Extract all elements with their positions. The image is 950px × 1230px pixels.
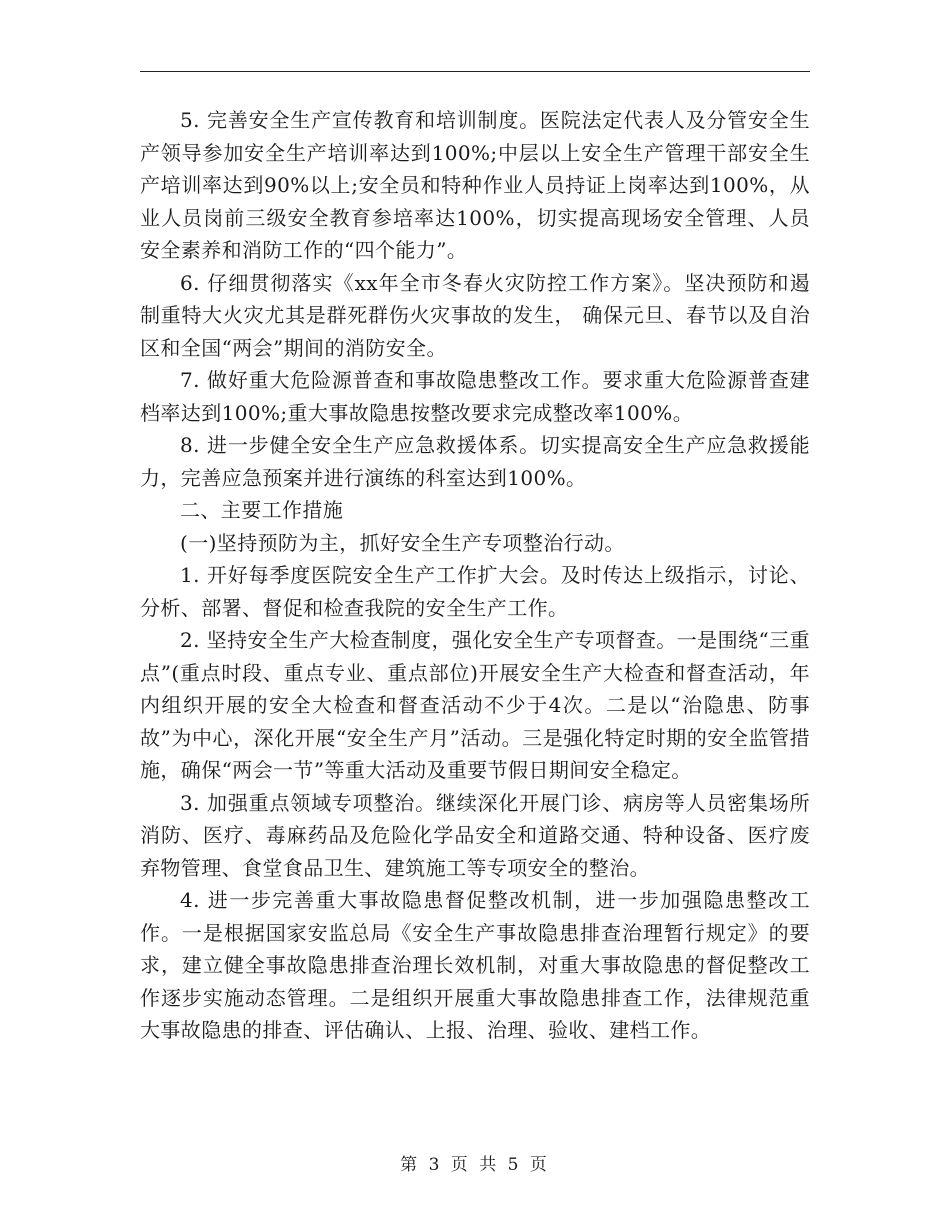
paragraph-goal-5: 5. 完善安全生产宣传教育和培训制度。医院法定代表人及分管安全生产领导参加安全生产培训率达到100%;中层以上安全生产管理干部安全生产培训率达到90%以上;安全员和特种作业人员持证上岗率达到100%，从业人员岗前三级安全教育参培率达100%，切实提高现场安全管理、人员安全素养和消防工作的“四个能力”。 <box>140 108 810 262</box>
paragraph-measure-2: 2. 坚持安全生产大检查制度，强化安全生产专项督查。一是围绕“三重点”(重点时段、重点专业、重点部位)开展安全生产大检查和督查活动，年内组织开展的安全大检查和督查活动不少于4次。二是以“治隐患、防事故”为中心，深化开展“安全生产月”活动。三是强化特定时期的安全监管措施，确保“两会一节”等重大活动及重要节假日期间安全稳定。 <box>140 628 810 782</box>
paragraph-measure-4: 4. 进一步完善重大事故隐患督促整改机制，进一步加强隐患整改工作。一是根据国家安监总局《安全生产事故隐患排查治理暂行规定》的要求，建立健全事故隐患排查治理长效机制，对重大事故隐患的督促整改工作逐步实施动态管理。二是组织开展重大事故隐患排查工作，法律规范重大事故隐患的排查、评估确认、上报、治理、验收、建档工作。 <box>140 888 810 1042</box>
paragraph-goal-7: 7. 做好重大危险源普查和事故隐患整改工作。要求重大危险源普查建档率达到100%;重大事故隐患按整改要求完成整改率100%。 <box>140 368 810 425</box>
paragraph-measure-1: 1. 开好每季度医院安全生产工作扩大会。及时传达上级指示，讨论、分析、部署、督促和检查我院的安全生产工作。 <box>140 563 810 620</box>
page-number-footer: 第 3 页 共 5 页 <box>400 1155 550 1175</box>
paragraph-goal-6: 6. 仔细贯彻落实《xx年全市冬春火灾防控工作方案》。坚决预防和遏制重特大火灾尤其是群死群伤火灾事故的发生， 确保元旦、春节以及自治区和全国“两会”期间的消防安全。 <box>140 270 810 360</box>
paragraph-measure-3: 3. 加强重点领域专项整治。继续深化开展门诊、病房等人员密集场所消防、医疗、毒麻药品及危险化学品安全和道路交通、特种设备、医疗废弃物管理、食堂食品卫生、建筑施工等专项安全的整治。 <box>140 790 810 880</box>
paragraph-goal-8: 8. 进一步健全安全生产应急救援体系。切实提高安全生产应急救援能力，完善应急预案并进行演练的科室达到100%。 <box>140 433 810 490</box>
section-heading-measures: 二、主要工作措施 <box>180 498 344 522</box>
subsection-heading-prevention: (一)坚持预防为主，抓好安全生产专项整治行动。 <box>180 530 625 555</box>
document-body <box>140 104 810 1047</box>
header-divider <box>140 71 810 72</box>
